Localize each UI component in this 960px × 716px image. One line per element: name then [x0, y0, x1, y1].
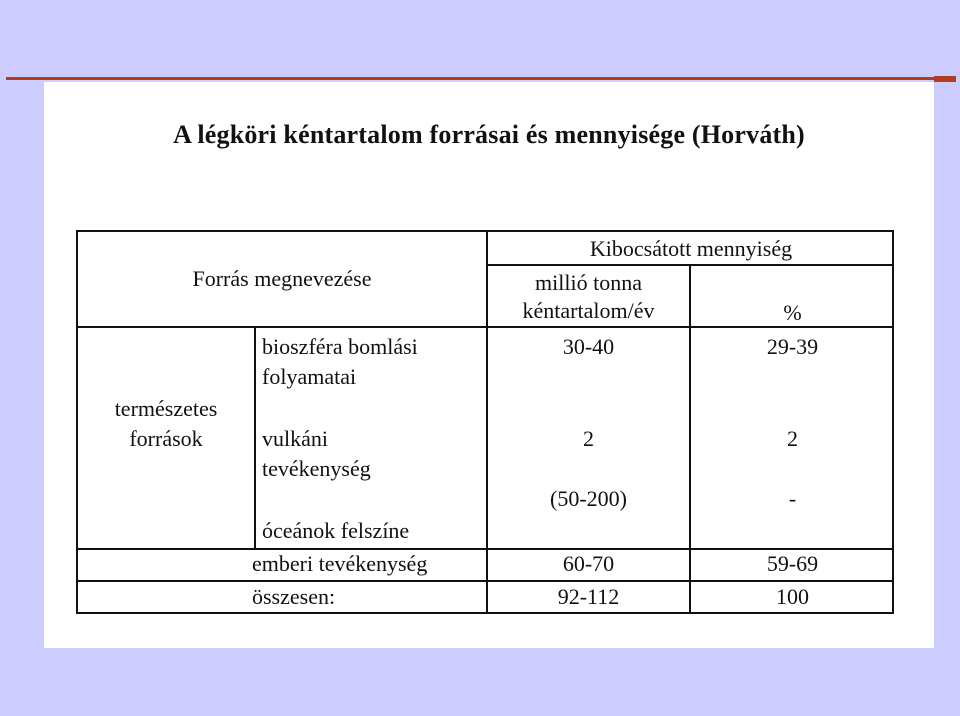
row-human-name: emberi tevékenység	[252, 551, 428, 576]
row-total-amount: 92-112	[557, 584, 620, 609]
natural-label-line2: források	[129, 426, 203, 451]
vline-subsource	[254, 326, 256, 548]
row-volcanic-percent: 2	[787, 426, 798, 451]
row-oceans-percent: -	[788, 486, 797, 511]
slide-accent-cap	[934, 76, 956, 82]
row-biosphere-name-line1: bioszféra bomlási	[262, 334, 418, 359]
row-biosphere-percent: 29-39	[766, 334, 819, 359]
row-human-amount: 60-70	[562, 551, 615, 576]
slide-accent-bar	[6, 77, 956, 80]
row-volcanic-name-line1: vulkáni	[262, 426, 328, 451]
row-total-percent: 100	[776, 584, 809, 609]
row-biosphere-name-line2: folyamatai	[262, 364, 357, 389]
slide-content	[44, 82, 934, 648]
row-volcanic-name-line2: tevékenység	[262, 456, 371, 481]
row-volcanic-amount: 2	[583, 426, 594, 451]
row-total-name: összesen:	[252, 584, 336, 609]
header-unit-line2: kéntartalom/év	[522, 298, 655, 323]
row-human-percent: 59-69	[766, 551, 819, 576]
row-oceans-amount: (50-200)	[550, 486, 627, 511]
row-oceans-name: óceánok felszíne	[262, 518, 410, 543]
natural-label-line1: természetes	[114, 396, 218, 421]
row-biosphere-amount: 30-40	[562, 334, 615, 359]
header-emitted: Kibocsátott mennyiség	[589, 236, 793, 261]
header-percent: %	[783, 300, 802, 325]
header-source: Forrás megnevezése	[192, 266, 372, 291]
slide-title: A légköri kéntartalom forrásai és mennyisége (Horváth)	[173, 120, 805, 149]
hline-emitted-header	[486, 264, 894, 266]
header-unit-line1: millió tonna	[535, 270, 642, 295]
sulfur-sources-table	[76, 230, 894, 614]
